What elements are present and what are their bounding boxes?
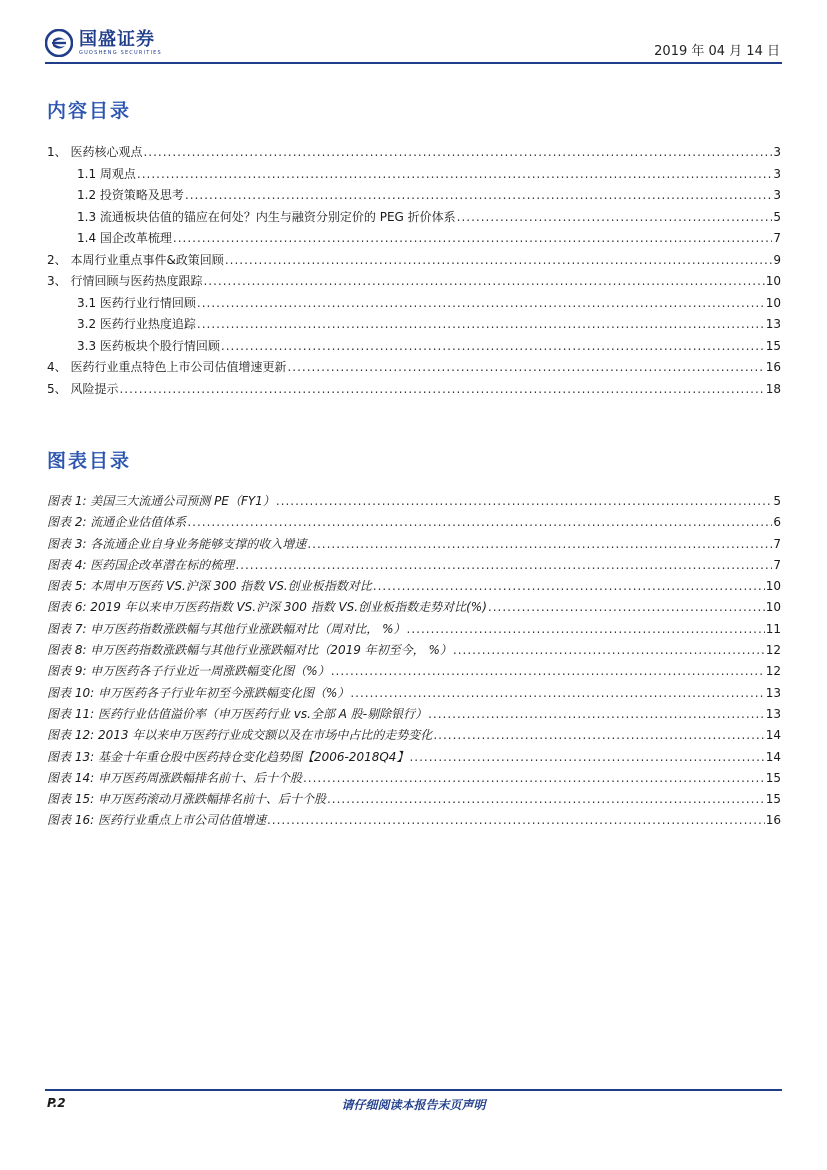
figure-item-page: 11 [765, 621, 781, 636]
company-name-cn: 国盛证券 [79, 28, 155, 50]
figure-item-label: 图表 12: 2013 年以来申万医药行业成交额以及在市场中占比的走势变化 [47, 728, 433, 743]
figure-item-page: 15 [765, 770, 781, 785]
figure-item-page: 12 [765, 664, 781, 679]
dot-leader [235, 555, 772, 576]
toc-item[interactable] [47, 142, 781, 164]
dot-leader [197, 314, 765, 336]
figure-item[interactable] [47, 512, 781, 533]
dot-leader [488, 597, 765, 618]
toc-item-label: 2、 本周行业重点事件&政策回顾 [47, 252, 224, 267]
figure-item[interactable] [47, 683, 781, 704]
figure-item-label: 图表 7: 申万医药指数涨跌幅与其他行业涨跌幅对比（周对比， %） [47, 621, 406, 636]
figure-item-page: 13 [765, 706, 781, 721]
figure-item-page: 14 [765, 728, 781, 743]
figure-item[interactable] [47, 704, 781, 725]
figure-item-label: 图表 2: 流通企业估值体系 [47, 515, 187, 530]
toc-item-label: 1.1 周观点 [77, 166, 136, 181]
report-date: 2019 年 04 月 14 日 [654, 44, 780, 59]
toc-item[interactable] [47, 164, 781, 186]
company-logo-icon [45, 29, 73, 57]
dot-leader [453, 640, 765, 661]
dot-leader [225, 250, 773, 272]
dot-leader [287, 357, 764, 379]
figure-item-page: 12 [765, 643, 781, 658]
company-logo [45, 26, 162, 60]
dot-leader [327, 789, 765, 810]
dot-leader [409, 747, 764, 768]
dot-leader [185, 185, 772, 207]
toc-item-label: 3.2 医药行业热度追踪 [77, 317, 196, 331]
toc-item[interactable] [47, 357, 781, 379]
toc-item[interactable] [47, 228, 781, 250]
toc-item[interactable] [47, 336, 781, 358]
dot-leader [197, 293, 765, 315]
toc-item-page: 9 [773, 252, 781, 267]
dot-leader [267, 810, 765, 831]
dot-leader [331, 661, 765, 682]
figure-item[interactable] [47, 576, 781, 597]
toc-item[interactable] [47, 314, 781, 336]
dot-leader [457, 207, 773, 229]
toc-item-page: 16 [765, 360, 781, 374]
dot-leader [307, 534, 772, 555]
toc-item-page: 3 [773, 145, 781, 159]
toc-item-page: 15 [765, 338, 781, 353]
figure-item[interactable] [47, 491, 781, 512]
figure-item[interactable] [47, 619, 781, 640]
page-number: P.2 [47, 1096, 66, 1110]
toc-item-label: 5、 风险提示 [47, 381, 119, 396]
toc-item-page: 10 [765, 274, 781, 288]
figure-item[interactable] [47, 597, 781, 618]
toc-item[interactable] [47, 293, 781, 315]
toc-title: 内容目录 [47, 100, 132, 122]
figure-item-label: 图表 16: 医药行业重点上市公司估值增速 [47, 813, 266, 828]
toc-item[interactable] [47, 207, 781, 229]
figure-item-label: 图表 14: 申万医药周涨跌幅排名前十、后十个股 [47, 770, 302, 785]
dot-leader [119, 379, 764, 401]
footer-divider [45, 1089, 782, 1091]
dot-leader [143, 142, 772, 164]
company-name-en: GUOSHENG SECURITIES [79, 49, 162, 56]
toc-item[interactable] [47, 185, 781, 207]
figure-item-page: 6 [773, 515, 781, 530]
toc-item-label: 1.2 投资策略及思考 [77, 188, 184, 202]
dot-leader [187, 512, 772, 533]
figure-item-label: 图表 4: 医药国企改革潜在标的梳理 [47, 557, 235, 572]
page-header [45, 26, 782, 62]
toc-item-label: 3.1 医药行业行情回顾 [77, 295, 196, 310]
dot-leader [303, 768, 765, 789]
figure-item-label: 图表 15: 申万医药滚动月涨跌幅排名前十、后十个股 [47, 792, 326, 807]
figure-item-label: 图表 9: 申万医药各子行业近一周涨跌幅变化图（%） [47, 664, 330, 679]
toc-item-label: 1.3 流通板块估值的锚应在何处？内生与融资分别定价的 PEG 折价体系 [77, 209, 456, 224]
toc-item-label: 3.3 医药板块个股行情回顾 [77, 338, 220, 353]
figure-list-title: 图表目录 [47, 450, 132, 472]
dot-leader [203, 271, 764, 293]
figure-item-page: 10 [765, 579, 781, 594]
toc-item-label: 3、 行情回顾与医药热度跟踪 [47, 274, 203, 288]
figure-item-label: 图表 13: 基金十年重仓股中医药持仓变化趋势图【2006-2018Q4】 [47, 749, 409, 764]
toc-list [47, 142, 781, 400]
toc-item-label: 1、 医药核心观点 [47, 145, 143, 159]
figure-item-page: 7 [773, 557, 781, 572]
dot-leader [276, 491, 773, 512]
figure-item[interactable] [47, 789, 781, 810]
figure-item-label: 图表 5: 本周申万医药 VS.沪深 300 指数 VS.创业板指数对比 [47, 579, 372, 594]
dot-leader [173, 228, 772, 250]
figure-item-page: 16 [765, 813, 781, 828]
figure-item[interactable] [47, 534, 781, 555]
toc-item-page: 3 [773, 166, 781, 181]
toc-item[interactable] [47, 379, 781, 401]
toc-item-page: 10 [765, 295, 781, 310]
dot-leader [221, 336, 765, 358]
figure-item-page: 13 [765, 685, 781, 700]
figure-item-label: 图表 1: 美国三大流通公司预测 PE（FY1） [47, 494, 275, 508]
figure-item-label: 图表 3: 各流通企业自身业务能够支撑的收入增速 [47, 536, 307, 551]
toc-item-page: 18 [765, 381, 781, 396]
figure-item[interactable] [47, 661, 781, 682]
toc-item[interactable] [47, 250, 781, 272]
figure-item-label: 图表 11: 医药行业估值溢价率（申万医药行业 vs.全部 A 股-剔除银行） [47, 706, 428, 721]
figure-item[interactable] [47, 640, 781, 661]
figure-item-page: 14 [765, 749, 781, 764]
dot-leader [433, 725, 764, 746]
disclaimer-note: 请仔细阅读本报告末页声明 [341, 1098, 486, 1112]
dot-leader [373, 576, 765, 597]
toc-item-label: 4、 医药行业重点特色上市公司估值增速更新 [47, 360, 287, 374]
figure-item-label: 图表 10: 申万医药各子行业年初至今涨跌幅变化图（%） [47, 685, 350, 700]
figure-item-page: 15 [765, 792, 781, 807]
figure-item[interactable] [47, 768, 781, 789]
figure-item-label: 图表 8: 申万医药指数涨跌幅与其他行业涨跌幅对比（2019 年初至今， %） [47, 643, 452, 658]
toc-item-page: 7 [773, 231, 781, 245]
figure-item-page: 7 [773, 536, 781, 551]
toc-item-label: 1.4 国企改革梳理 [77, 231, 172, 245]
dot-leader [350, 683, 764, 704]
toc-item-page: 13 [765, 317, 781, 331]
figure-item-page: 10 [765, 600, 781, 615]
dot-leader [428, 704, 765, 725]
dot-leader [137, 164, 772, 186]
figure-item[interactable] [47, 555, 781, 576]
figure-item-label: 图表 6: 2019 年以来申万医药指数 VS.沪深 300 指数 VS.创业板指数走势对比(%) [47, 600, 487, 615]
figure-item[interactable] [47, 747, 781, 768]
dot-leader [407, 619, 765, 640]
figure-item[interactable] [47, 810, 781, 831]
header-divider [45, 62, 782, 64]
toc-item-page: 5 [773, 209, 781, 224]
figure-item-page: 5 [773, 494, 781, 508]
toc-item-page: 3 [773, 188, 781, 202]
figure-list [47, 491, 781, 832]
toc-item[interactable] [47, 271, 781, 293]
figure-item[interactable] [47, 725, 781, 746]
